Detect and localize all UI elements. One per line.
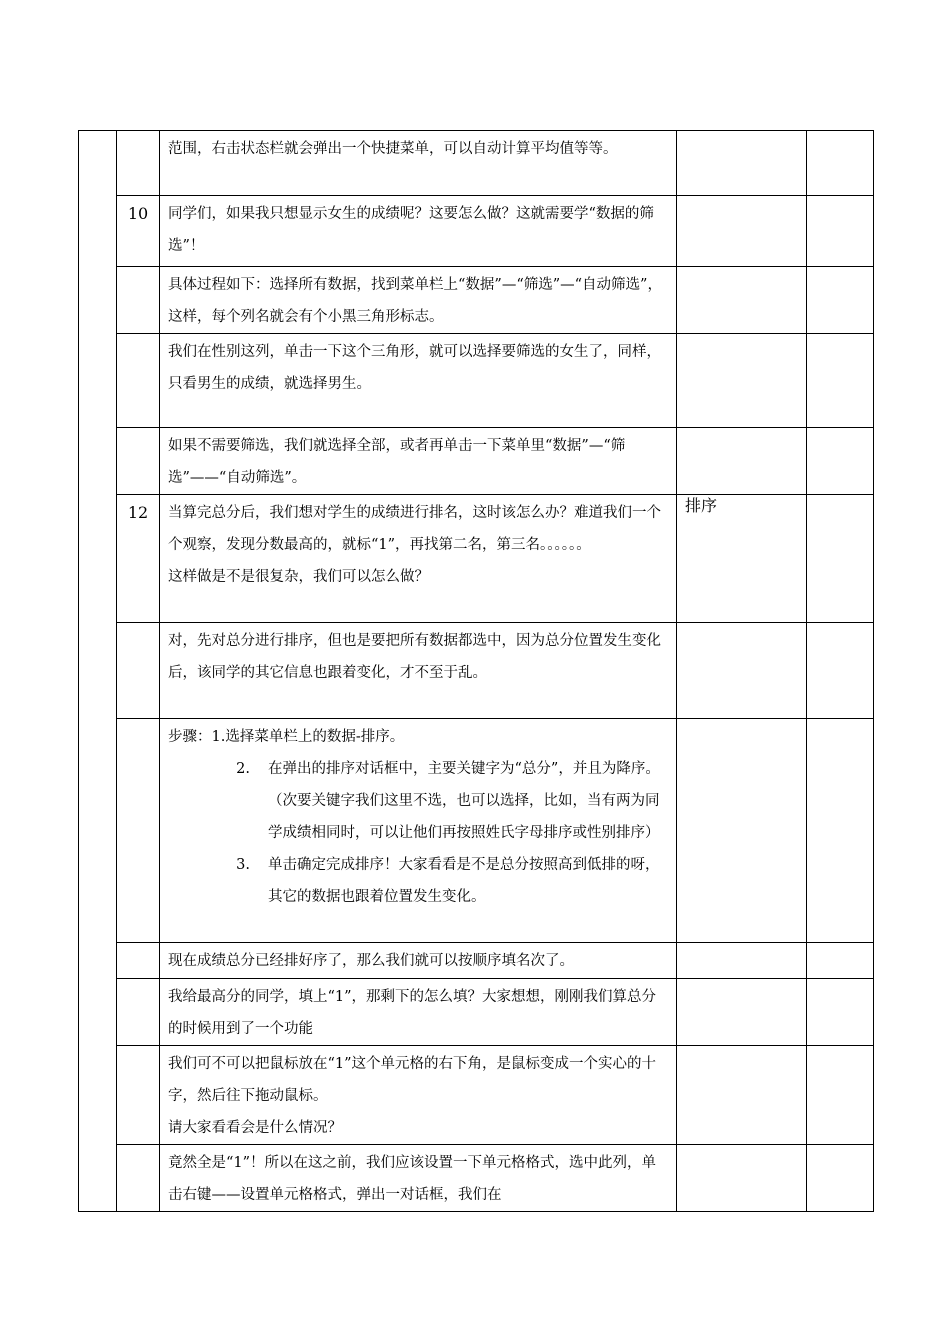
note-cell [677, 719, 807, 943]
extra-cell [807, 1145, 874, 1212]
table-row [79, 943, 874, 979]
table-row [79, 719, 874, 943]
row-number [117, 623, 160, 719]
row-number [117, 334, 160, 428]
content-cell [160, 1145, 677, 1212]
row-number [117, 719, 160, 943]
content-text: 范围，右击状态栏就会弹出一个快捷菜单，可以自动计算平均值等等。 [168, 141, 618, 157]
content-cell [160, 495, 677, 623]
extra-cell [807, 131, 874, 196]
extra-cell [807, 495, 874, 623]
content-text: 我们可不可以把鼠标放在“1”这个单元格的右下角，是鼠标变成一个实心的十字，然后往下拖动鼠标。 [168, 1056, 657, 1104]
content-cell [160, 1046, 677, 1145]
content-cell [160, 943, 677, 979]
note-cell [677, 623, 807, 719]
content-cell [160, 719, 677, 943]
content-text-2: 请大家看看会是什么情况？ [168, 1120, 342, 1136]
extra-cell [807, 196, 874, 267]
content-cell [160, 267, 677, 334]
table-row [79, 1145, 874, 1212]
note-cell [677, 267, 807, 334]
step-text: 单击确定完成排序！大家看看是不是总分按照高到低排的呀，其它的数据也跟着位置发生变化。 [268, 857, 660, 905]
step-text: 在弹出的排序对话框中，主要关键字为“总分”，并且为降序。（次要关键字我们这里不选，也可以选择，比如，当有两为同学成绩相同时，可以让他们再按照姓氏字母排序或性别排序） [268, 761, 660, 841]
extra-cell [807, 979, 874, 1046]
content-cell [160, 334, 677, 428]
outer-column [79, 131, 117, 1212]
note-cell [677, 979, 807, 1046]
table-row [79, 1046, 874, 1145]
lesson-plan-table [78, 130, 874, 1212]
extra-cell [807, 428, 874, 495]
content-text: 对，先对总分进行排序，但也是要把所有数据都选中，因为总分位置发生变化后，该同学的其它信息也跟着变化，才不至于乱。 [168, 633, 661, 681]
step-item [168, 753, 668, 849]
extra-cell [807, 1046, 874, 1145]
step-number: 2. [236, 761, 250, 777]
note-cell [677, 428, 807, 495]
table-row [79, 623, 874, 719]
note-cell [677, 1145, 807, 1212]
row-number [117, 1145, 160, 1212]
table-row [79, 267, 874, 334]
table-row [79, 334, 874, 428]
table-row [79, 979, 874, 1046]
content-text: 步骤：1.选择菜单栏上的数据-排序。 [168, 729, 405, 745]
table-row [79, 131, 874, 196]
content-cell [160, 623, 677, 719]
extra-cell [807, 267, 874, 334]
content-cell [160, 428, 677, 495]
row-number [117, 1046, 160, 1145]
table-row [79, 196, 874, 267]
row-number [117, 267, 160, 334]
extra-cell [807, 623, 874, 719]
table-row [79, 495, 874, 623]
extra-cell [807, 719, 874, 943]
content-text-2: 这样做是不是很复杂，我们可以怎么做？ [168, 569, 429, 585]
note-cell [677, 131, 807, 196]
row-number: 12 [117, 495, 160, 623]
step-number: 3. [236, 857, 250, 873]
note-cell [677, 1046, 807, 1145]
row-number [117, 428, 160, 495]
content-cell [160, 131, 677, 196]
extra-cell [807, 943, 874, 979]
content-text: 我们在性别这列，单击一下这个三角形，就可以选择要筛选的女生了，同样，只看男生的成绩，就选择男生。 [168, 344, 661, 392]
row-number [117, 943, 160, 979]
step-item [168, 849, 668, 913]
content-cell [160, 979, 677, 1046]
content-text: 具体过程如下：选择所有数据，找到菜单栏上“数据”—“筛选”—“自动筛选”，这样，每个列名就会有个小黑三角形标志。 [168, 277, 662, 325]
content-text: 竟然全是“1”！所以在这之前，我们应该设置一下单元格格式，选中此列，单击右键——设置单元格格式，弹出一对话框，我们在 [168, 1155, 657, 1203]
content-text: 我给最高分的同学，填上“1”，那剩下的怎么填？大家想想，刚刚我们算总分的时候用到了一个功能 [168, 989, 657, 1037]
note-cell [677, 495, 807, 623]
row-number [117, 979, 160, 1046]
table-row [79, 428, 874, 495]
content-text: 同学们，如果我只想显示女生的成绩呢？这要怎么做？这就需要学“数据的筛选”！ [168, 206, 654, 254]
row-number [117, 131, 160, 196]
content-text: 如果不需要筛选，我们就选择全部，或者再单击一下菜单里“数据”—“筛选”——“自动筛选”。 [168, 438, 626, 486]
content-cell [160, 196, 677, 267]
content-text: 现在成绩总分已经排好序了，那么我们就可以按顺序填名次了。 [168, 953, 574, 969]
note-sorting: 排序 [685, 496, 718, 515]
content-text: 当算完总分后，我们想对学生的成绩进行排名，这时该怎么办？难道我们一个个观察，发现分数最高的，就标“1”，再找第二名，第三名。。。。。。 [168, 505, 661, 553]
note-cell [677, 334, 807, 428]
row-number: 10 [117, 196, 160, 267]
note-cell [677, 943, 807, 979]
extra-cell [807, 334, 874, 428]
step-list [160, 753, 676, 913]
note-cell [677, 196, 807, 267]
